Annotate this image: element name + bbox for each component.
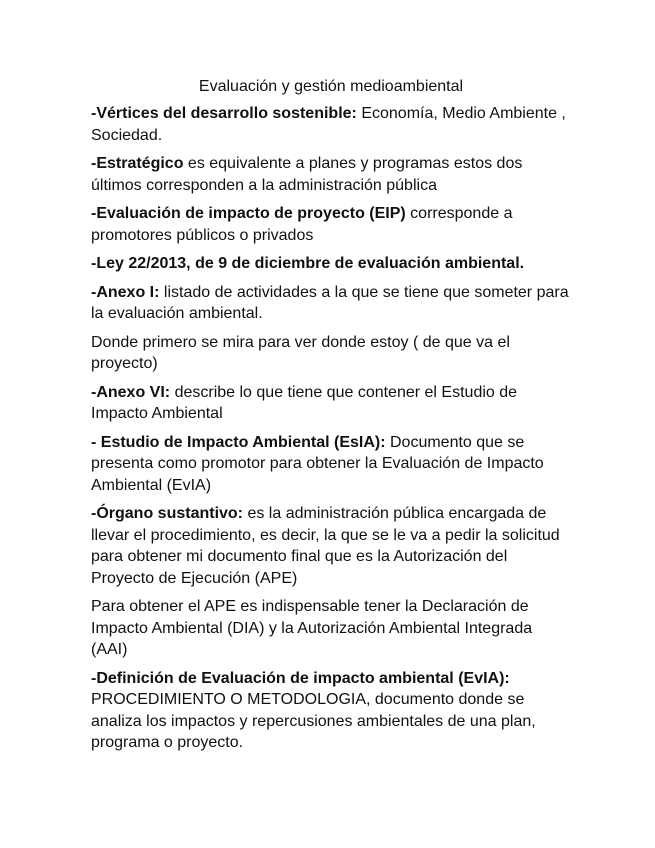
document-title: Evaluación y gestión medioambiental [198,78,464,95]
paragraph-text: Donde primero se mira para ver donde estoy ( de que va el proyecto) [91,333,510,372]
paragraph-donde [91,332,571,375]
paragraph-text: listado de actividades a la que se tiene que someter para la evaluación ambiental. [91,283,569,322]
paragraph-eip [91,203,571,246]
paragraph-ley [91,253,571,275]
paragraph-anexo-vi [91,382,571,425]
paragraph-text: Documento que se presenta como promotor para obtener la Evaluación de Impacto Ambiental (EvIA) [91,433,544,494]
paragraph-text: corresponde a promotores públicos o privados [91,205,513,244]
paragraph-text: es la administración pública encargada de llevar el procedimiento, es decir, la que se le va a pedir la solicitud para obtener mi documento final que es la Autorización del Proyecto de Ejecución (APE) [91,505,560,587]
paragraph-text: es equivalente a planes y programas estos dos últimos corresponden a la administración pública [91,155,523,194]
paragraph-text: describe lo que tiene que contener el Estudio de Impacto Ambiental [91,383,518,422]
document-page [91,76,571,761]
paragraph-term: -Órgano sustantivo: [91,505,244,522]
paragraph-estrategico [91,153,571,196]
paragraph-anexo-i [91,282,571,325]
paragraph-definicion [91,668,571,754]
paragraph-term: - Estudio de Impacto Ambiental (EsIA): [91,433,386,451]
paragraph-text: Economía, Medio Ambiente , Sociedad. [91,105,566,144]
paragraph-text: Para obtener el APE es indispensable tener la Declaración de Impacto Ambiental (DIA) y la Autorización Ambiental Integrada (AAI) [91,598,533,658]
paragraph-term: -Anexo I: [91,283,160,301]
paragraph-term: -Anexo VI: [91,383,171,401]
paragraph-term: -Estratégico [91,155,184,172]
paragraph-ape [91,596,571,661]
paragraph-esia [91,432,571,497]
paragraph-text: PROCEDIMIENTO O METODOLOGIA, documento donde se analiza los impactos y repercusiones ambientales de una plan, programa o proyecto. [91,691,536,751]
paragraph-term: -Ley 22/2013, de 9 de diciembre de evaluación ambiental. [91,255,525,272]
paragraph-term: -Definición de Evaluación de impacto ambiental (EvIA): [91,669,510,687]
paragraph-term: -Vértices del desarrollo sostenible: [91,105,357,122]
paragraph-vertices [91,103,571,146]
paragraph-term: -Evaluación de impacto de proyecto (EIP) [91,205,406,222]
paragraph-organo [91,503,571,589]
